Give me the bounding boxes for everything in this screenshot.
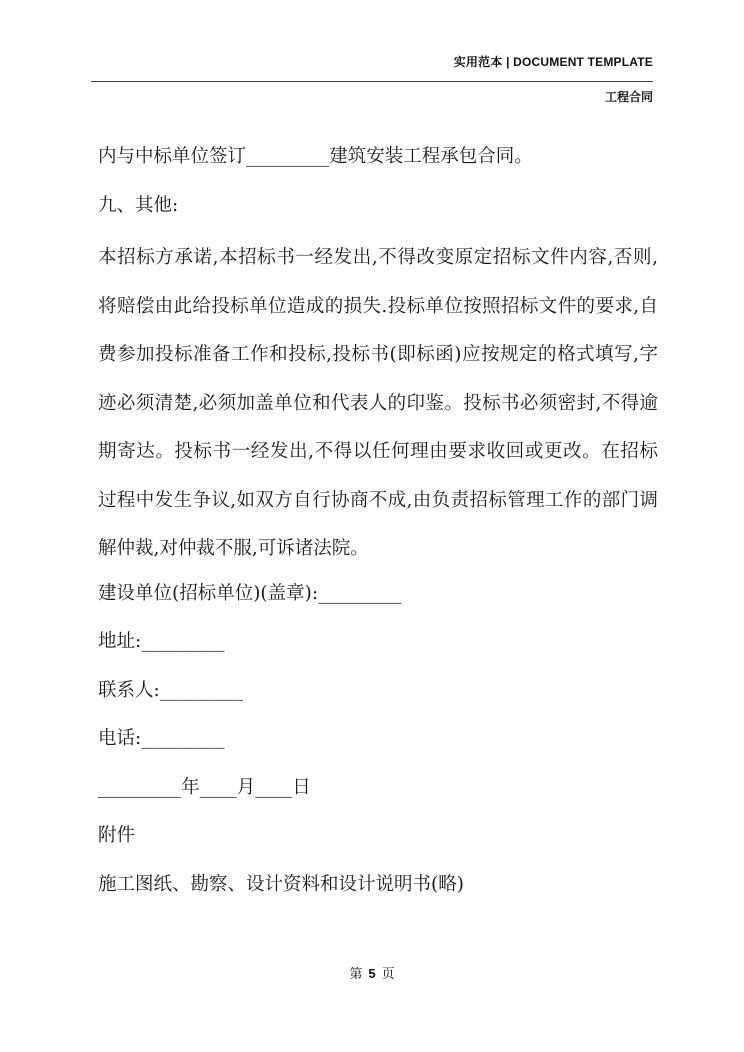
commitment-paragraph: 本招标方承诺,本招标书一经发出,不得改变原定招标文件内容,否则,将赔偿由此给投标单位造成的损失.投标单位按照招标文件的要求,自费参加投标准备工作和投标,投标书(即标函)应按规定的格式填写,字迹必须清楚,必须加盖单位和代表人的印鉴。投标书必须密封,不得逾期寄达。投标书一经发出,不得以任何理由要求收回或更改。在招标过程中发生争议,如双方自行协商不成,由负责招标管理工作的部门调解仲裁,对仲裁不服,可诉诸法院。 bbox=[98, 247, 658, 559]
field-construction-unit: 建设单位(招标单位)(盖章):_________ bbox=[98, 582, 402, 604]
field-date: _________年____月____日 bbox=[98, 776, 311, 798]
footer-prefix: 第 bbox=[349, 967, 363, 982]
section-heading: 九、其他: bbox=[98, 194, 179, 216]
document-body bbox=[98, 137, 658, 913]
page-footer bbox=[0, 963, 744, 982]
field-address: 地址:_________ bbox=[98, 631, 225, 652]
body-line-contract: 内与中标单位签订_________建筑安装工程承包合同。 bbox=[98, 146, 533, 167]
attachment-heading: 附件 bbox=[98, 825, 136, 846]
page-number: 5 bbox=[368, 966, 376, 981]
footer-suffix: 页 bbox=[381, 967, 395, 982]
attachment-text: 施工图纸、勘察、设计资料和设计说明书(略) bbox=[98, 873, 464, 895]
header-title: 实用范本 | DOCUMENT TEMPLATE bbox=[453, 55, 653, 69]
field-contact-person: 联系人:_________ bbox=[98, 679, 243, 701]
header-subtitle: 工程合同 bbox=[604, 90, 653, 104]
header-divider bbox=[91, 81, 653, 82]
field-phone: 电话:_________ bbox=[98, 728, 225, 749]
